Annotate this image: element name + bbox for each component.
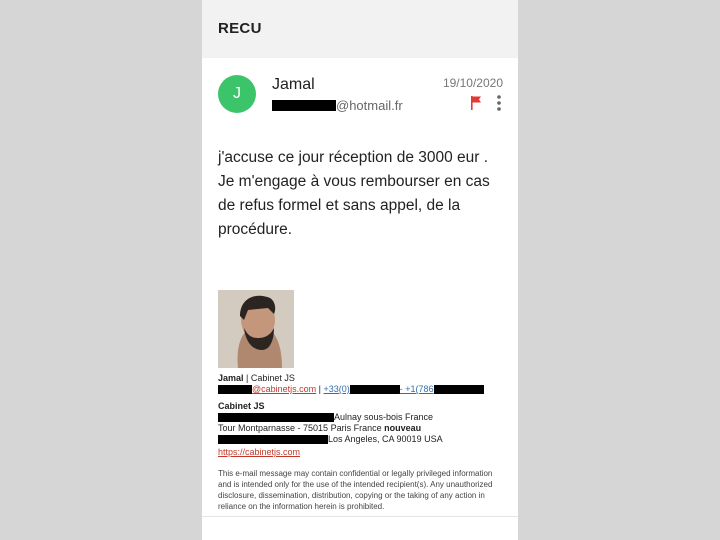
legal-disclaimer: This e-mail message may contain confidential or legally privileged information and is intended only for the use of the intended recipient(s). Any unauthorized disclosure, dissemination, distribution, copying or the taking of any action in reliance on the information herein is prohibited.: [218, 469, 493, 511]
sender-email: [272, 98, 403, 113]
sender-avatar[interactable]: J: [218, 75, 256, 113]
redaction-bar: [272, 100, 336, 111]
signature-email-link[interactable]: @cabinetjs.com: [252, 384, 317, 394]
signature-website: [218, 447, 514, 457]
redaction-bar: [218, 385, 252, 394]
signature-address-3: Los Angeles, CA 90019 USA: [218, 434, 514, 444]
redaction-bar: [218, 413, 334, 422]
signature-address-1: Aulnay sous-bois France: [218, 412, 514, 422]
redaction-bar: [350, 385, 400, 394]
more-vert-icon[interactable]: [496, 94, 502, 117]
top-bar: [202, 0, 518, 58]
signature-address-2: Tour Montparnasse - 75015 Paris France nouveau: [218, 423, 422, 433]
signature-photo: [218, 290, 294, 368]
phone-link-1[interactable]: +33(0): [323, 384, 350, 394]
signature-name: Jamal: [218, 373, 244, 383]
sender-name: Jamal: [272, 76, 315, 93]
email-view: [202, 0, 518, 540]
message-body: j'accuse ce jour réception de 3000 eur . Je m'engage à vous rembourser en cas de refus formel et sans appel, de la procédure.: [218, 149, 490, 238]
signature-company-heading: Cabinet JS: [218, 401, 265, 411]
signature-line-name: Jamal | Cabinet JS: [218, 373, 295, 383]
phone-link-2[interactable]: - +1(786: [399, 384, 434, 394]
flag-icon[interactable]: [469, 95, 483, 116]
sender-email-domain: @hotmail.fr: [336, 98, 403, 113]
email-subject: RECU: [218, 20, 262, 37]
divider: [202, 516, 518, 517]
message-date: 19/10/2020: [442, 76, 503, 90]
new-badge: nouveau: [384, 423, 422, 433]
website-link[interactable]: https://cabinetjs.com: [218, 447, 301, 457]
redaction-bar: [434, 385, 484, 394]
signature-company-short: Cabinet JS: [250, 373, 295, 383]
signature-line-contact: @cabinetjs.com | +33(0) - +1(786: [218, 384, 514, 394]
redaction-bar: [218, 435, 328, 444]
